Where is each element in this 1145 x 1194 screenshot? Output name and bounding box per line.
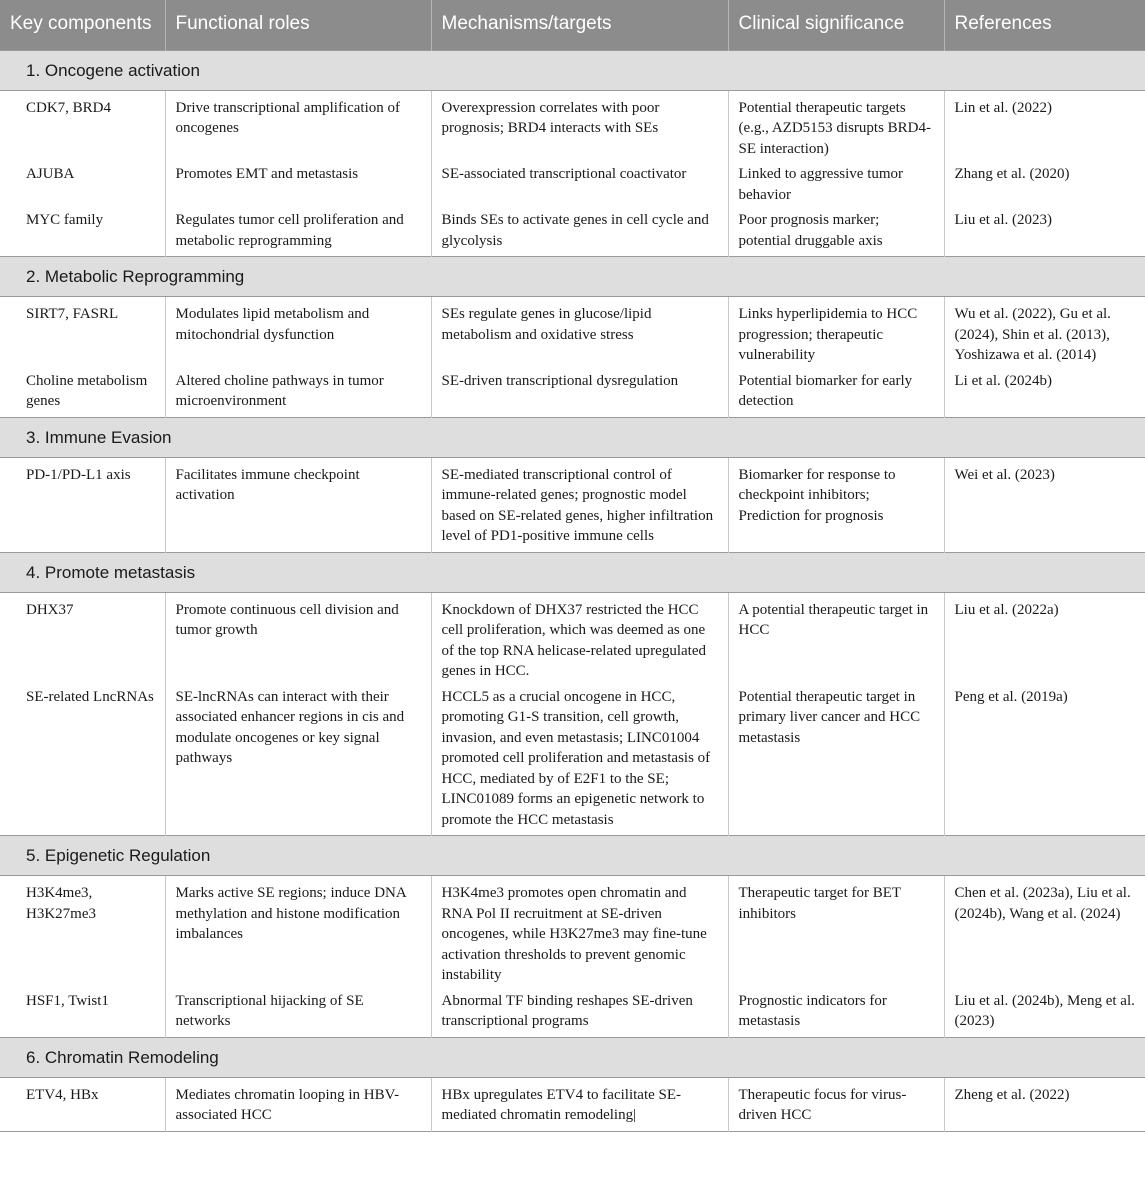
cell-clinical-significance: Biomarker for response to checkpoint inhibitors; Prediction for prognosis <box>728 457 944 552</box>
cell-reference: Wu et al. (2022), Gu et al. (2024), Shin et al. (2013), Yoshizawa et al. (2014) <box>944 297 1145 366</box>
table-row <box>0 366 1145 418</box>
cell-key-component: CDK7, BRD4 <box>26 99 112 116</box>
header-clinical-significance: Clinical significance <box>728 0 944 50</box>
cell-mechanism: HBx upregulates ETV4 to facilitate SE-mediated chromatin remodeling| <box>431 1077 728 1131</box>
cell-clinical-significance: Linked to aggressive tumor behavior <box>728 159 944 205</box>
cell-key-component: AJUBA <box>26 166 75 182</box>
table-row <box>0 90 1145 159</box>
table-row <box>0 986 1145 1038</box>
cell-functional-role: SE-lncRNAs can interact with their associated enhancer regions in cis and modulate oncogenes or key signal pathways <box>165 682 431 836</box>
cell-mechanism: Abnormal TF binding reshapes SE-driven transcriptional programs <box>431 986 728 1038</box>
section-title: 4. Promote metastasis <box>0 552 1145 592</box>
cell-functional-role: Promote continuous cell division and tumor growth <box>165 592 431 682</box>
cell-mechanism: SE-mediated transcriptional control of immune-related genes; prognostic model based on SE-related genes, higher infiltration level of PD1-positive immune cells <box>431 457 728 552</box>
cell-reference: Zheng et al. (2022) <box>944 1077 1145 1131</box>
cell-clinical-significance: Links hyperlipidemia to HCC progression; therapeutic vulnerability <box>728 297 944 366</box>
section-row <box>0 552 1145 592</box>
cell-reference: Liu et al. (2023) <box>944 205 1145 257</box>
cell-functional-role: Mediates chromatin looping in HBV-associated HCC <box>165 1077 431 1131</box>
table-header <box>0 0 1145 50</box>
section-row <box>0 836 1145 876</box>
section-title: 1. Oncogene activation <box>0 50 1145 90</box>
cell-clinical-significance: Potential biomarker for early detection <box>728 366 944 418</box>
cell-mechanism: SE-associated transcriptional coactivator <box>431 159 728 205</box>
cell-key-component: SE-related LncRNAs <box>26 688 154 705</box>
section-row <box>0 1037 1145 1077</box>
cell-mechanism: SE-driven transcriptional dysregulation <box>431 366 728 418</box>
section-title: 6. Chromatin Remodeling <box>0 1037 1145 1077</box>
cell-mechanism: H3K4me3 promotes open chromatin and RNA Pol II recruitment at SE-driven oncogenes, while H3K27me3 may fine-tune activation thresholds to prevent genomic instability <box>431 876 728 986</box>
cell-reference: Liu et al. (2024b), Meng et al. (2023) <box>944 986 1145 1038</box>
cell-clinical-significance: Prognostic indicators for metastasis <box>728 986 944 1038</box>
cell-mechanism: SEs regulate genes in glucose/lipid metabolism and oxidative stress <box>431 297 728 366</box>
section-row <box>0 257 1145 297</box>
cell-clinical-significance: Poor prognosis marker; potential druggable axis <box>728 205 944 257</box>
cell-reference: Zhang et al. (2020) <box>944 159 1145 205</box>
cell-functional-role: Modulates lipid metabolism and mitochondrial dysfunction <box>165 297 431 366</box>
cell-key-component: ETV4, HBx <box>26 1086 99 1103</box>
cell-functional-role: Regulates tumor cell proliferation and metabolic reprogramming <box>165 205 431 257</box>
cell-key-component: PD-1/PD-L1 axis <box>26 466 131 483</box>
table-row <box>0 1077 1145 1131</box>
cell-mechanism: HCCL5 as a crucial oncogene in HCC, promoting G1-S transition, cell growth, invasion, and even metastasis; LINC01004 promoted cell proliferation and metastasis of HCC, mediated by of E2F1 to the SE; LINC01089 forms an epigenetic network to promote the HCC metastasis <box>431 682 728 836</box>
cell-clinical-significance: Potential therapeutic target in primary liver cancer and HCC metastasis <box>728 682 944 836</box>
cell-reference: Wei et al. (2023) <box>944 457 1145 552</box>
cell-clinical-significance: Therapeutic focus for virus-driven HCC <box>728 1077 944 1131</box>
cell-key-component: MYC family <box>26 212 104 228</box>
table-body <box>0 50 1145 1131</box>
cell-reference: Liu et al. (2022a) <box>944 592 1145 682</box>
table-row <box>0 592 1145 682</box>
cell-mechanism: Overexpression correlates with poor prognosis; BRD4 interacts with SEs <box>431 90 728 159</box>
cell-key-component: DHX37 <box>26 601 74 618</box>
cell-functional-role: Drive transcriptional amplification of oncogenes <box>165 90 431 159</box>
cell-reference: Chen et al. (2023a), Liu et al. (2024b), Wang et al. (2024) <box>944 876 1145 986</box>
table-row <box>0 457 1145 552</box>
table-row <box>0 876 1145 986</box>
section-title: 3. Immune Evasion <box>0 417 1145 457</box>
table-row <box>0 159 1145 205</box>
header-references: References <box>944 0 1145 50</box>
cell-functional-role: Transcriptional hijacking of SE networks <box>165 986 431 1038</box>
cell-reference: Lin et al. (2022) <box>944 90 1145 159</box>
header-functional-roles: Functional roles <box>165 0 431 50</box>
cell-mechanism: Knockdown of DHX37 restricted the HCC cell proliferation, which was deemed as one of the top RNA helicase-related upregulated genes in HCC. <box>431 592 728 682</box>
header-key-components: Key components <box>0 0 165 50</box>
section-row <box>0 50 1145 90</box>
cell-functional-role: Facilitates immune checkpoint activation <box>165 457 431 552</box>
table-row <box>0 297 1145 366</box>
cell-functional-role: Promotes EMT and metastasis <box>165 159 431 205</box>
table-row <box>0 205 1145 257</box>
cell-clinical-significance: Therapeutic target for BET inhibitors <box>728 876 944 986</box>
cell-reference: Peng et al. (2019a) <box>944 682 1145 836</box>
cell-mechanism: Binds SEs to activate genes in cell cycle and glycolysis <box>431 205 728 257</box>
cell-key-component: Choline metabolism genes <box>26 372 148 409</box>
cell-functional-role: Marks active SE regions; induce DNA methylation and histone modification imbalances <box>165 876 431 986</box>
cell-key-component: HSF1, Twist1 <box>26 992 109 1009</box>
header-mechanisms-targets: Mechanisms/targets <box>431 0 728 50</box>
cell-clinical-significance: A potential therapeutic target in HCC <box>728 592 944 682</box>
cell-key-component: SIRT7, FASRL <box>26 306 119 322</box>
cell-reference: Li et al. (2024b) <box>944 366 1145 418</box>
header-row <box>0 0 1145 50</box>
cell-clinical-significance: Potential therapeutic targets (e.g., AZD5153 disrupts BRD4-SE interaction) <box>728 90 944 159</box>
cell-functional-role: Altered choline pathways in tumor microenvironment <box>165 366 431 418</box>
section-title: 5. Epigenetic Regulation <box>0 836 1145 876</box>
section-row <box>0 417 1145 457</box>
cell-key-component: H3K4me3, H3K27me3 <box>26 885 96 922</box>
section-title: 2. Metabolic Reprogramming <box>0 257 1145 297</box>
table-row <box>0 682 1145 836</box>
